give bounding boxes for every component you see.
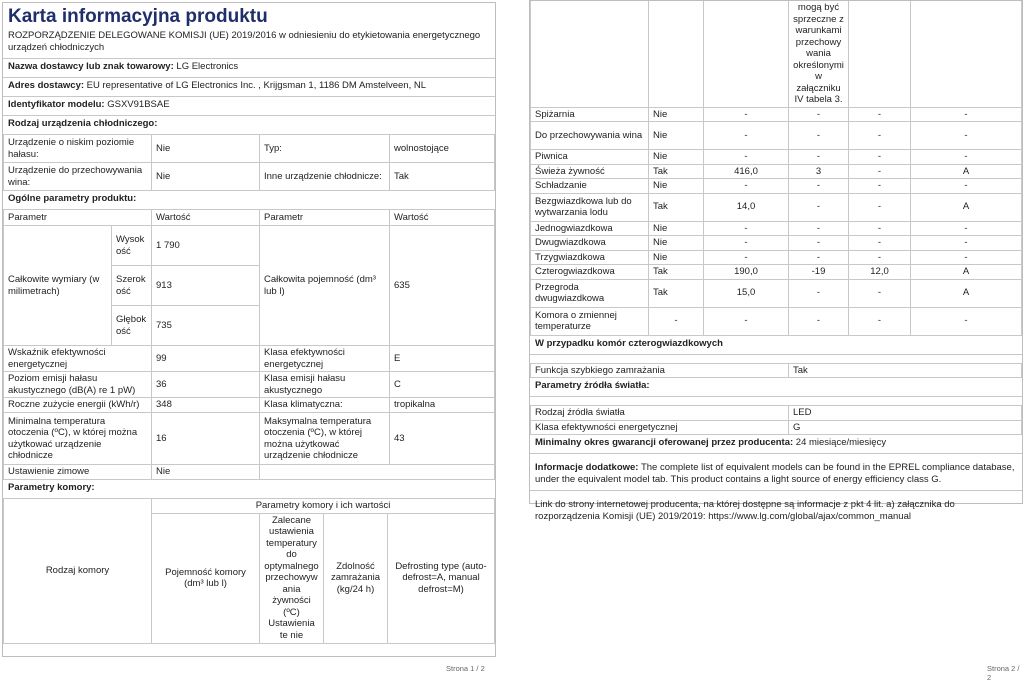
compartment-present: Nie [649,150,704,165]
height-value: 1 790 [152,226,260,266]
compartment-name: Do przechowywania wina [531,122,649,150]
cont-temp-text: mogą być sprzeczne z warunkami przechowywania określonymi w załączniku IV tabela 3. [789,1,849,107]
cont-empty-5 [911,1,1022,107]
climate-class-label: Klasa klimatyczna: [260,398,390,413]
light-source-header: Parametry źródła światła: [535,380,650,391]
compartment-temp: - [789,150,849,165]
model-label: Identyfikator modelu: [8,99,105,110]
quick-freeze-label: Funkcja szybkiego zamrażania [531,363,789,378]
compartment-volume: 14,0 [704,193,789,221]
depth-value: 735 [152,306,260,346]
additional-info [530,462,1022,490]
capacity-label: Całkowita pojemność (dm³ lub l) [260,226,390,346]
compartment-freeze: 12,0 [849,265,911,280]
comp-volume-header: Pojemność komory (dm³ lub l) [152,513,260,643]
compartment-temp: - [789,250,849,265]
energy-consumption-label: Roczne zużycie energii (kWh/r) [4,398,152,413]
col-param: Parametr [4,210,152,226]
compartment-name: Trzygwiazdkowa [531,250,649,265]
compartment-table [530,1,1022,336]
width-value: 913 [152,266,260,306]
compartment-temp: - [789,279,849,307]
compartment-defrost: A [911,265,1022,280]
warranty-label: Minimalny okres gwarancji oferowanej przez producenta: [535,437,794,448]
table-row [531,279,1022,307]
compartment-header-table [3,498,495,644]
compartment-volume: - [704,236,789,251]
table-row [531,193,1022,221]
address-label: Adres dostawcy: [8,80,85,91]
noise-class-value: C [390,372,495,398]
compartment-rows [531,107,1022,335]
compartment-temp: - [789,307,849,335]
compartment-freeze: - [849,221,911,236]
compartment-name: Spiżarnia [531,107,649,122]
table-row [531,179,1022,194]
wine-label: Urządzenie do przechowywania wina: [4,163,152,191]
noise-class-label: Klasa emisji hałasu akustycznego [260,372,390,398]
device-type-table [3,134,495,191]
compartment-volume: - [704,250,789,265]
min-temp-value: 16 [152,413,260,465]
eei-label: Wskaźnik efektywności energetycznej [4,346,152,372]
page-2 [512,0,1024,682]
compartment-defrost: - [911,221,1022,236]
compartment-defrost: - [911,179,1022,194]
table-row [531,250,1022,265]
manufacturer-link-text: Link do strony internetowej producenta, na której dostępne są informacje z pkt 4 lit. a) załącznika do rozporządzenia Komisji (UE) 2019/2019: https://www.lg.com/global/ajax/common_manual [535,499,955,522]
compartment-volume: - [704,150,789,165]
table-row [531,150,1022,165]
comp-defrost-header: Defrosting type (auto-defrost=A, manual defrost=M) [388,513,495,643]
low-noise-label: Urządzenie o niskim poziomie hałasu: [4,135,152,163]
comp-freeze-header: Zdolność zamrażania (kg/24 h) [324,513,388,643]
energy-consumption-value: 348 [152,398,260,413]
max-temp-label: Maksymalna temperatura otoczenia (ºC), w której można użytkować urządzenie chłodnicze [260,413,390,465]
compartment-volume: - [704,307,789,335]
width-label: Szerokość [112,266,152,306]
table-row [531,265,1022,280]
height-label: Wysokość [112,226,152,266]
compartment-name: Komora o zmiennej temperaturze [531,307,649,335]
compartment-freeze: - [849,279,911,307]
compartment-volume: 416,0 [704,164,789,179]
compartment-defrost: - [911,307,1022,335]
light-class-value: G [789,420,1022,435]
col-param-2: Parametr [260,210,390,226]
compartment-present: Nie [649,236,704,251]
address-value: EU representative of LG Electronics Inc. , Krijgsman 1, 1186 DM Amstelveen, NL [86,80,427,91]
quick-freeze-table [530,363,1022,379]
col-value-2: Wartość [390,210,495,226]
warranty-value: 24 miesiące/miesięcy [795,437,887,448]
wine-value: Nie [152,163,260,191]
model-row [3,96,495,115]
compartment-name: Piwnica [531,150,649,165]
compartment-present: Tak [649,265,704,280]
compartment-temp: - [789,236,849,251]
compartment-temp: - [789,122,849,150]
model-value: GSXV91BSAE [107,99,170,110]
general-params-table [3,209,495,480]
supplier-label: Nazwa dostawcy lub znak towarowy: [8,61,174,72]
spacer [530,396,1022,405]
compartment-freeze: - [849,250,911,265]
type-label: Typ: [260,135,390,163]
page-footer: Strona 2 / 2 [987,664,1020,682]
table-row [531,164,1022,179]
min-temp-label: Minimalna temperatura otoczenia (ºC), w której można użytkować urządzenie chłodnicze [4,413,152,465]
cont-empty-3 [704,1,789,107]
table-row [531,122,1022,150]
warranty-row [530,435,1022,453]
compartment-temp: -19 [789,265,849,280]
table-row [531,107,1022,122]
capacity-value: 635 [390,226,495,346]
table-row [531,307,1022,335]
compartment-present: Tak [649,279,704,307]
max-temp-value: 43 [390,413,495,465]
page-2-frame [529,0,1023,522]
four-star-header: W przypadku komór czterogwiazdkowych [535,337,723,349]
spacer [530,490,1022,499]
compartment-volume: - [704,107,789,122]
light-class-label: Klasa efektywności energetycznej [531,420,789,435]
compartment-freeze: - [849,150,911,165]
compartment-freeze: - [849,179,911,194]
supplier-row [3,58,495,77]
other-value: Tak [390,163,495,191]
compartment-defrost: A [911,193,1022,221]
compartment-present: - [649,307,704,335]
other-label: Inne urządzenie chłodnicze: [260,163,390,191]
compartment-freeze: - [849,122,911,150]
compartment-volume: - [704,221,789,236]
compartment-defrost: - [911,250,1022,265]
climate-class-value: tropikalna [390,398,495,413]
compartment-freeze: - [849,164,911,179]
quick-freeze-value: Tak [789,363,1022,378]
compartment-temp: - [789,193,849,221]
address-row [3,77,495,96]
compartment-defrost: - [911,150,1022,165]
light-type-value: LED [789,406,1022,421]
compartment-freeze: - [849,193,911,221]
page-1 [0,0,512,673]
dims-label: Całkowite wymiary (w milimetrach) [4,226,112,346]
spacer [530,453,1022,462]
energy-class-value: E [390,346,495,372]
compartment-present: Nie [649,221,704,236]
table-row [531,221,1022,236]
noise-value: 36 [152,372,260,398]
compartment-name: Jednogwiazdkowa [531,221,649,236]
compartment-freeze: - [849,307,911,335]
table-row [531,236,1022,251]
compartment-defrost: - [911,107,1022,122]
page-footer: Strona 1 / 2 [446,664,485,673]
page-1-frame [2,2,496,657]
page-title: Karta informacyjna produktu [8,6,268,27]
compartment-temp: - [789,107,849,122]
compartment-name: Czterogwiazdkowa [531,265,649,280]
compartment-freeze: - [849,236,911,251]
compartment-present: Nie [649,122,704,150]
compartment-defrost: A [911,279,1022,307]
comp-type-header: Rodzaj komory [4,499,152,644]
compartment-present: Tak [649,193,704,221]
light-source-table [530,405,1022,435]
compartment-name: Bezgwiazdkowa lub do wytwarzania lodu [531,193,649,221]
compartment-name: Schładzanie [531,179,649,194]
device-type-header: Rodzaj urządzenia chłodniczego: [3,115,495,134]
noise-label: Poziom emisji hałasu akustycznego (dB(A) re 1 pW) [4,372,152,398]
col-value: Wartość [152,210,260,226]
compartment-volume: 15,0 [704,279,789,307]
compartment-present: Nie [649,250,704,265]
compartment-present: Nie [649,179,704,194]
compartment-freeze: - [849,107,911,122]
spacer [530,354,1022,363]
compartment-temp: - [789,179,849,194]
compartment-volume: - [704,179,789,194]
energy-class-label: Klasa efektywności energetycznej [260,346,390,372]
compartment-volume: - [704,122,789,150]
compartment-name: Przegroda dwugwiazdkowa [531,279,649,307]
low-noise-value: Nie [152,135,260,163]
compartment-present: Tak [649,164,704,179]
cont-empty-2 [649,1,704,107]
general-params-header: Ogólne parametry produktu: [8,193,137,204]
comp-temp-header: Zalecane ustawienia temperatury do optymalnego przechowywania żywności (ºC) Ustawienia te nie [260,513,324,643]
empty-cell [260,465,495,480]
compartment-defrost: A [911,164,1022,179]
compartment-volume: 190,0 [704,265,789,280]
cont-empty-4 [849,1,911,107]
compartment-defrost: - [911,236,1022,251]
additional-info-value: The complete list of equivalent models can be found in the EPREL compliance database, under the equivalent model tab. This product contains a light source of energy efficiency class G. [535,462,1015,485]
regulation-text: ROZPORZĄDZENIE DELEGOWANE KOMISJI (UE) 2019/2016 w odniesieniu do etykietowania energetycznego urządzeń chłodniczych [8,30,481,53]
type-value: wolnostojące [390,135,495,163]
compartment-temp: 3 [789,164,849,179]
additional-info-label: Informacje dodatkowe: [535,462,639,473]
compartment-defrost: - [911,122,1022,150]
supplier-value: LG Electronics [176,61,239,72]
compartment-params-header: Parametry komory: [8,482,95,493]
depth-label: Głębokość [112,306,152,346]
compartment-name: Świeża żywność [531,164,649,179]
compartment-temp: - [789,221,849,236]
comp-params-header: Parametry komory i ich wartości [152,499,495,514]
compartment-present: Nie [649,107,704,122]
cont-empty-1 [531,1,649,107]
eei-value: 99 [152,346,260,372]
winter-value: Nie [152,465,260,480]
compartment-name: Dwugwiazdkowa [531,236,649,251]
winter-label: Ustawienie zimowe [4,465,152,480]
light-type-label: Rodzaj źródła światła [531,406,789,421]
